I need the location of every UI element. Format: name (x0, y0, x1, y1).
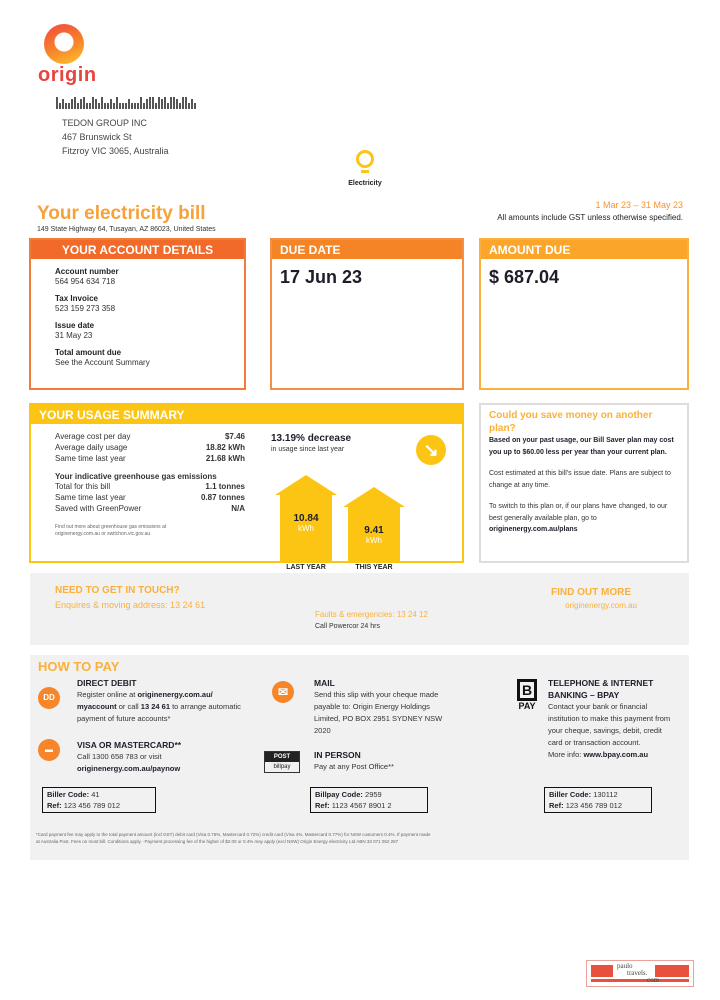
billpay-logo-text: billpay (273, 764, 291, 770)
watermark-line: paulo (617, 962, 633, 970)
tax-invoice-value: 523 159 273 358 (55, 304, 116, 313)
biller-label: Biller Code: (47, 790, 90, 799)
in-person-method (314, 749, 464, 773)
last-year-unit: kWh (298, 524, 314, 533)
billing-period: 1 Mar 23 – 31 May 23 (595, 200, 683, 210)
tax-invoice-label: Tax Invoice (55, 294, 98, 303)
arrow-down-right-icon: ↘ (416, 435, 446, 465)
save-money-title: Could you save money on another plan? (489, 410, 653, 434)
paynow-link[interactable]: originenergy.com.au/paynow (77, 764, 181, 773)
issue-date-value: 31 May 23 (55, 331, 93, 340)
biller-value: 41 (91, 790, 100, 799)
billpay-biller-box (310, 787, 428, 813)
emissions-label: Saved with GreenPower (55, 504, 142, 513)
post-logo-text: POST (265, 752, 299, 762)
biller-label: Biller Code: (549, 790, 592, 799)
mail-envelope-icon: ✉ (272, 681, 294, 703)
bpay-logo-text: PAY (518, 701, 536, 711)
usage-label: Average daily usage (55, 443, 128, 452)
footnote-line: originenergy.com.au or switchon.vic.gov.au (55, 531, 151, 537)
service-type (340, 150, 390, 187)
usage-summary-panel (29, 403, 464, 571)
direct-debit-title: DIRECT DEBIT (77, 678, 137, 688)
brand-name: origin (38, 64, 97, 86)
myaccount-link[interactable]: originenergy.com.au/ (137, 690, 213, 699)
emissions-row (55, 503, 245, 514)
contact-band (30, 573, 689, 645)
card-text: Call 1300 658 783 or visit (77, 752, 162, 761)
recipient-street: 467 Brunswick St (62, 132, 132, 142)
ref-label: Ref: (549, 801, 564, 810)
origin-ring-icon (44, 24, 84, 64)
usage-row (55, 442, 245, 453)
last-year-value: 10.84 (293, 513, 319, 524)
bpay-method (548, 677, 678, 761)
in-person-text: Pay at any Post Office** (314, 762, 394, 771)
card-method (77, 739, 257, 775)
watermark-text (617, 963, 659, 984)
emissions-value: 1.1 tonnes (205, 482, 245, 491)
house-roof-icon (275, 475, 337, 495)
website-link[interactable]: originenergy.com.au (565, 601, 637, 610)
mail-text: Send this slip with your cheque made payable to: Origin Energy Holdings Limited, PO BOX 2951 SYDNEY NSW 2020 (314, 690, 443, 735)
gst-note: All amounts include GST unless otherwise specified. (497, 213, 683, 222)
enquiries-phone: Enquires & moving address: 13 24 61 (55, 600, 206, 610)
amount-due-panel (479, 238, 689, 390)
post-billpay-icon (264, 751, 300, 773)
ref-value: 123 456 789 012 (565, 801, 622, 810)
bpay-text: Contact your bank or financial institution to make this payment from your cheque, savings, debit, credit card or transaction account. (548, 702, 671, 747)
emissions-label: Same time last year (55, 493, 126, 502)
bpay-biller-box (544, 787, 652, 813)
usage-value: $7.46 (224, 432, 245, 441)
watermark-line: travels. (627, 969, 648, 977)
emissions-row (55, 492, 245, 503)
watermark-line: com (647, 976, 660, 984)
myaccount-link-2[interactable]: myaccount (77, 702, 117, 711)
this-year-house (343, 487, 405, 571)
bpay-more: More info: (548, 750, 584, 759)
total-due-label: Total amount due (55, 348, 122, 357)
usage-row (55, 453, 245, 464)
amount-due-value: $ 687.04 (489, 267, 560, 287)
ref-label: Ref: (315, 801, 330, 810)
emissions-heading: Your indicative greenhouse gas emissions (55, 472, 217, 481)
account-details-heading: YOUR ACCOUNT DETAILS (31, 240, 244, 261)
disclaimer-line: at Australia Post. Fees on most bill. Conditions apply. ·Payment processing fee of the higher of $2.00 or 0.4% may apply (excl NSW) Origin Energy electricity Ltd ABN 33 071 052 287 (36, 839, 399, 844)
bpay-logo-b: B (517, 679, 537, 701)
save-money-panel (479, 403, 689, 563)
due-date-panel (270, 238, 464, 390)
recipient-name: TEDON GROUP INC (62, 118, 147, 128)
origin-logo (36, 24, 96, 88)
house-roof-icon (343, 487, 405, 507)
emissions-footnote (55, 524, 245, 538)
usage-summary-heading: YOUR USAGE SUMMARY (31, 405, 462, 426)
due-date-heading: DUE DATE (272, 240, 462, 261)
ref-label: Ref: (47, 801, 62, 810)
bpay-link[interactable]: www.bpay.com.au (583, 750, 649, 759)
this-year-value: 9.41 (364, 525, 384, 536)
bpay-logo-icon (516, 679, 538, 711)
this-year-unit: kWh (366, 536, 382, 545)
service-label: Electricity (348, 180, 382, 187)
disclaimer-line: *Card payment fee may apply to the total payment amount (incl GST) debit card (Visa 0.76%, Mastercard 0.72%) credit card (Visa 4%, Mastercard 0.77%) for NSW customers 0.4%. If payment made (36, 832, 431, 837)
usage-change-percent: 13.19% decrease (271, 433, 352, 444)
account-number-label: Account number (55, 267, 119, 276)
lightbulb-icon (354, 150, 376, 176)
usage-label: Average cost per day (55, 432, 131, 441)
total-due-value: See the Account Summary (55, 358, 150, 367)
save-money-note: Cost estimated at this bill's issue date. Plans are subject to change at any time. (489, 470, 671, 489)
usage-value: 21.68 kWh (205, 454, 245, 463)
save-money-offer: Based on your past usage, our Bill Saver plan may cost you up to $60.00 less per year than your current plan. (489, 437, 674, 456)
biller-label: Billpay Code: (315, 790, 363, 799)
supply-address: 149 State Highway 64, Tusayan, AZ 86023, United States (37, 226, 216, 233)
usage-row (55, 431, 245, 442)
credit-card-icon: ▬ (38, 739, 60, 761)
page-title: Your electricity bill (37, 203, 206, 224)
payment-disclaimer (36, 831, 686, 845)
mail-title: MAIL (314, 678, 335, 688)
bpay-title: TELEPHONE & INTERNET BANKING – BPAY (548, 678, 654, 700)
how-to-pay-heading: HOW TO PAY (38, 659, 120, 674)
emissions-value: 0.87 tonnes (200, 493, 245, 502)
account-details-panel (29, 238, 246, 390)
emissions-value: N/A (231, 504, 245, 513)
issue-date-label: Issue date (55, 321, 95, 330)
contact-heading: NEED TO GET IN TOUCH? (55, 585, 180, 596)
biller-value: 2959 (365, 790, 382, 799)
card-biller-box (42, 787, 156, 813)
faults-caption: Call Powercor 24 hrs (315, 623, 380, 630)
account-number-value: 564 954 634 718 (55, 277, 116, 286)
watermark-stamp (586, 960, 694, 987)
dd-text: Register online at (77, 690, 138, 699)
usage-value: 18.82 kWh (205, 443, 245, 452)
ref-value: 123 456 789 012 (63, 801, 120, 810)
last-year-label: LAST YEAR (286, 564, 326, 571)
plans-link[interactable]: originenergy.com.au/plans (489, 526, 578, 533)
recipient-city: Fitzroy VIC 3065, Australia (62, 146, 169, 156)
dd-text: or call (116, 702, 141, 711)
footnote-line: Find out more about greenhouse gas emissions at (55, 524, 167, 530)
postal-barcode (56, 97, 280, 109)
dd-text: to arrange automatic payment of future accounts* (77, 702, 241, 723)
recipient-address (62, 116, 169, 158)
ref-value: 1123 4567 8901 2 (331, 801, 392, 810)
switch-text: To switch to this plan or, if our plans have changed, to our best generally available plan, go to (489, 503, 668, 522)
find-out-more-heading: FIND OUT MORE (551, 587, 631, 598)
amount-due-heading: AMOUNT DUE (481, 240, 687, 261)
usage-change-caption: in usage since last year (271, 446, 345, 453)
save-money-switch (489, 501, 679, 536)
this-year-label: THIS YEAR (355, 564, 393, 571)
usage-change (271, 433, 351, 453)
how-to-pay-panel (30, 655, 689, 860)
usage-label: Same time last year (55, 454, 126, 463)
biller-value: 130112 (593, 790, 618, 799)
dd-phone: 13 24 61 (140, 702, 170, 711)
faults-phone: Faults & emergencies: 13 24 12 (315, 610, 428, 619)
emissions-label: Total for this bill (55, 482, 111, 491)
mail-method (314, 677, 449, 737)
direct-debit-icon: DD (38, 687, 60, 709)
direct-debit-method (77, 677, 257, 725)
in-person-title: IN PERSON (314, 750, 361, 760)
emissions-row (55, 481, 245, 492)
due-date-value: 17 Jun 23 (280, 267, 363, 287)
last-year-house (275, 475, 337, 571)
card-title: VISA OR MASTERCARD** (77, 740, 182, 750)
